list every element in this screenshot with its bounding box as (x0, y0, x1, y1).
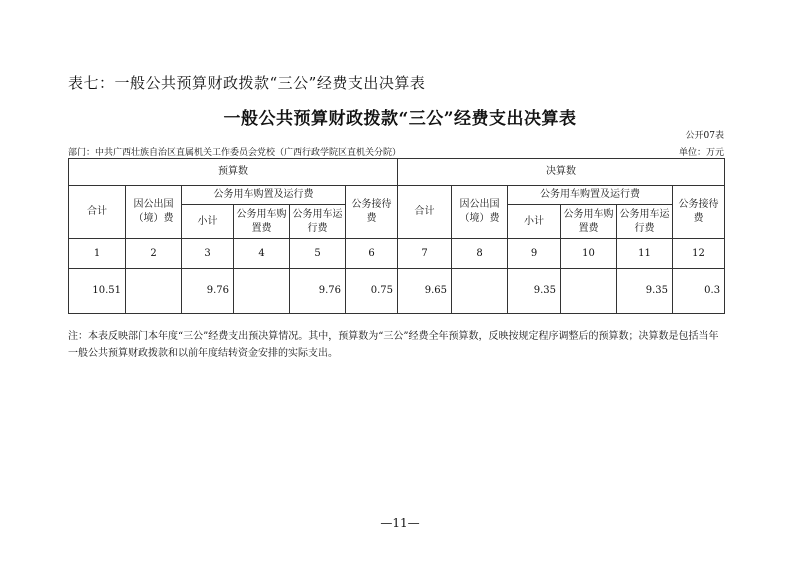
table-row (69, 269, 725, 314)
column-number: 3 (182, 239, 234, 269)
column-number: 7 (398, 239, 452, 269)
budget-subtotal-value: 9.76 (182, 269, 234, 314)
budget-abroad-value (126, 269, 182, 314)
group-header-row (69, 159, 725, 186)
column-number: 9 (508, 239, 561, 269)
page-number: —11— (380, 516, 420, 530)
column-number: 10 (561, 239, 617, 269)
actual-total-header: 合计 (398, 186, 452, 239)
column-number: 4 (234, 239, 290, 269)
budget-reception-header: 公务接待费 (346, 186, 398, 239)
budget-reception-value: 0.75 (346, 269, 398, 314)
budget-subtotal-header: 小计 (182, 205, 234, 239)
actual-header: 决算数 (398, 159, 725, 186)
actual-total-value: 9.65 (398, 269, 452, 314)
table-footnote: 注：本表反映部门本年度“三公”经费支出预决算情况。其中，预算数为“三公”经费全年预算数，反映按规定程序调整后的预算数；决算数是包括当年一般公共预算财政拨款和以前年度结转资金安排的实际支出。 (68, 331, 719, 359)
budget-vehicle-purchase-header: 公务用车购置费 (234, 205, 290, 239)
budget-vehicle-operation-value: 9.76 (290, 269, 346, 314)
actual-abroad-value (452, 269, 508, 314)
budget-abroad-header: 因公出国（境）费 (126, 186, 182, 239)
column-number: 12 (673, 239, 725, 269)
column-number: 6 (346, 239, 398, 269)
column-number: 2 (126, 239, 182, 269)
actual-vehicle-operation-header: 公务用车运行费 (617, 205, 673, 239)
budget-total-value: 10.51 (69, 269, 126, 314)
three-public-expenses-table (68, 158, 725, 314)
actual-vehicle-operation-value: 9.35 (617, 269, 673, 314)
column-number: 1 (69, 239, 126, 269)
column-number: 11 (617, 239, 673, 269)
column-header-row (69, 186, 725, 205)
budget-total-header: 合计 (69, 186, 126, 239)
section-heading: 表七：一般公共预算财政拨款“三公”经费支出决算表 (68, 74, 426, 92)
actual-reception-header: 公务接待费 (673, 186, 725, 239)
document-title: 一般公共预算财政拨款“三公”经费支出决算表 (223, 109, 577, 129)
actual-vehicle-group-header: 公务用车购置及运行费 (508, 186, 673, 205)
column-number-row (69, 239, 725, 269)
budget-vehicle-purchase-value (234, 269, 290, 314)
column-number: 5 (290, 239, 346, 269)
actual-vehicle-purchase-value (561, 269, 617, 314)
budget-header: 预算数 (69, 159, 398, 186)
actual-subtotal-value: 9.35 (508, 269, 561, 314)
actual-vehicle-purchase-header: 公务用车购置费 (561, 205, 617, 239)
table-code: 公开07表 (685, 131, 724, 141)
actual-reception-value: 0.3 (673, 269, 725, 314)
unit-label: 单位：万元 (678, 148, 724, 158)
department-label: 部门：中共广西壮族自治区直属机关工作委员会党校（广西行政学院区直机关分院） (68, 148, 402, 158)
column-number: 8 (452, 239, 508, 269)
budget-vehicle-operation-header: 公务用车运行费 (290, 205, 346, 239)
actual-subtotal-header: 小计 (508, 205, 561, 239)
budget-vehicle-group-header: 公务用车购置及运行费 (182, 186, 346, 205)
actual-abroad-header: 因公出国（境）费 (452, 186, 508, 239)
